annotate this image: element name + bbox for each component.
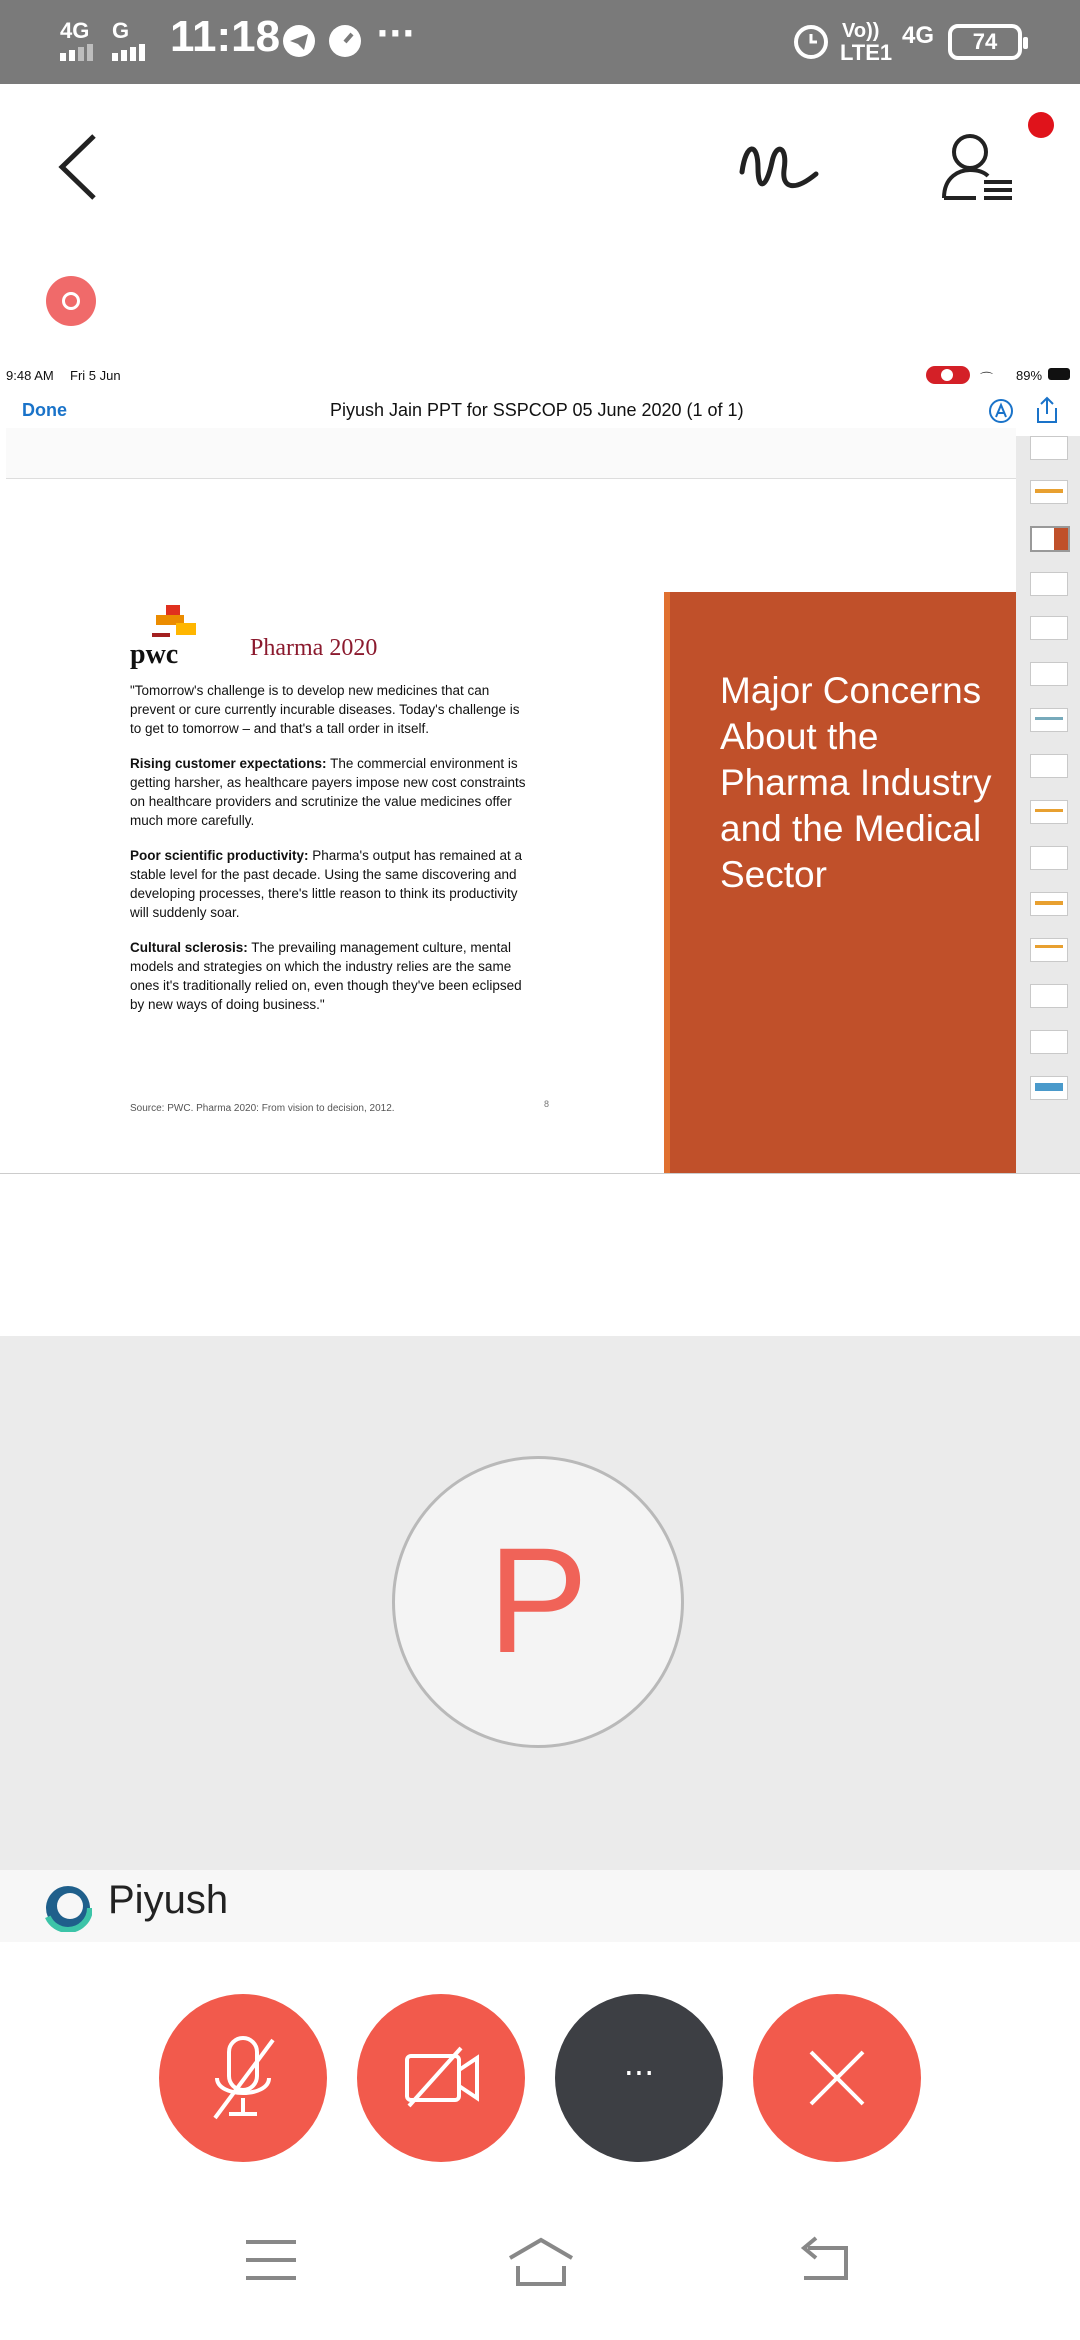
signal-bars-1-icon (60, 42, 96, 60)
ios-battery-icon (1048, 368, 1070, 380)
page-thumbnail[interactable] (1030, 616, 1068, 640)
previous-page-edge (6, 428, 1016, 479)
page-thumbnail[interactable] (1030, 572, 1068, 596)
volte-bottom: LTE1 (840, 40, 893, 65)
participant-name: Piyush (108, 1878, 229, 1922)
share-icon[interactable] (1034, 396, 1060, 426)
slide-paragraph-1: Rising customer expectations: The commercial environment is getting harsher, as healthcare payers impose new cost constraints on healthcare providers and scrutinize the value medicines offer much more carefully. (130, 756, 526, 828)
slide-page-number: 8 (544, 1099, 550, 1109)
webex-logo-icon (44, 1884, 92, 1932)
back-nav-icon[interactable] (796, 2236, 852, 2284)
recording-indicator-icon (46, 276, 96, 326)
thumbnail-strip[interactable] (1016, 436, 1080, 1174)
page-thumbnail[interactable] (1030, 708, 1068, 732)
ios-wifi-icon: ⌒ (980, 371, 994, 386)
page-thumbnail[interactable] (1030, 892, 1068, 916)
document-title: Piyush Jain PPT for SSPCOP 05 June 2020 (1 of 1) (330, 400, 744, 420)
screen-bottom-divider (0, 1173, 1080, 1174)
ios-battery: 89% (1016, 368, 1043, 383)
notification-dot (1028, 112, 1054, 138)
more-options-label: ··· (623, 2054, 655, 2092)
page-thumbnail[interactable] (1030, 1030, 1068, 1054)
status-time: 11:18 (170, 12, 281, 61)
page-thumbnail[interactable] (1030, 984, 1068, 1008)
pwc-logo-text: pwc (130, 639, 179, 670)
mute-button[interactable] (159, 1994, 327, 2162)
slide-paragraph-2: Poor scientific productivity: Pharma's output has remained at a stable level for the past decade. Using the same discovering and developing processes, there's little reason to think its productivity will suddenly soar. (130, 848, 522, 920)
back-arrow-icon[interactable] (54, 132, 100, 202)
speedometer-icon (328, 24, 362, 58)
status-more: ··· (376, 14, 415, 54)
page-thumbnail[interactable] (1030, 1076, 1068, 1100)
ios-date: Fri 5 Jun (70, 368, 121, 383)
slide-title-panel (664, 592, 1022, 1174)
page-thumbnail[interactable] (1030, 754, 1068, 778)
squiggle-draw-icon[interactable] (736, 132, 822, 202)
slide-logo-title: Pharma 2020 (250, 635, 378, 661)
slide-body-text (130, 681, 530, 1030)
page-thumbnail[interactable] (1030, 938, 1068, 962)
page-thumbnail[interactable] (1030, 436, 1068, 460)
shared-screen (0, 358, 1080, 1174)
home-nav-icon[interactable] (506, 2236, 576, 2288)
page-thumbnail[interactable] (1030, 480, 1068, 504)
close-icon (753, 1994, 921, 2162)
network-right: 4G (902, 22, 935, 49)
muted-microphone-icon (159, 1994, 327, 2162)
screen-record-badge (926, 366, 970, 384)
page-thumbnail[interactable] (1030, 526, 1070, 552)
page-thumbnail[interactable] (1030, 846, 1068, 870)
page-thumbnail[interactable] (1030, 800, 1068, 824)
slide-paragraph-3: Cultural sclerosis: The prevailing management culture, mental models and strategies on which the industry relies are the same ones it's traditionally relied on, even though they've been eclipsed by new ways of doing business." (130, 940, 522, 1012)
participant-avatar: P (392, 1456, 684, 1748)
page-thumbnail[interactable] (1030, 662, 1068, 686)
telegram-icon (282, 24, 316, 58)
volte-top: Vo)) (842, 20, 880, 42)
slide-quote: "Tomorrow's challenge is to develop new medicines that can prevent or cure currently incurable diseases. Today's challenge is to get to tomorrow – and that's a tall order in itself. (130, 683, 520, 736)
video-toggle-button[interactable] (357, 1994, 525, 2162)
video-off-icon (357, 1994, 525, 2162)
menu-nav-icon[interactable] (244, 2236, 298, 2284)
ios-time: 9:48 AM (6, 368, 54, 383)
leave-meeting-button[interactable] (753, 1994, 921, 2162)
network-label-1: 4G (60, 18, 90, 43)
done-button[interactable]: Done (22, 400, 67, 420)
signal-bars-2-icon (112, 42, 148, 60)
participants-icon[interactable] (940, 132, 1016, 204)
slide-heading: Major Concerns About the Pharma Industry and the Medical Sector (720, 670, 992, 895)
battery-level: 74 (948, 24, 1022, 60)
more-options-button[interactable] (555, 1994, 723, 2162)
network-label-2: G (112, 18, 130, 43)
markup-icon[interactable] (988, 398, 1014, 424)
status-bar (0, 0, 1080, 84)
slide-source: Source: PWC. Pharma 2020: From vision to decision, 2012. (130, 1103, 395, 1114)
alarm-icon (792, 22, 830, 60)
